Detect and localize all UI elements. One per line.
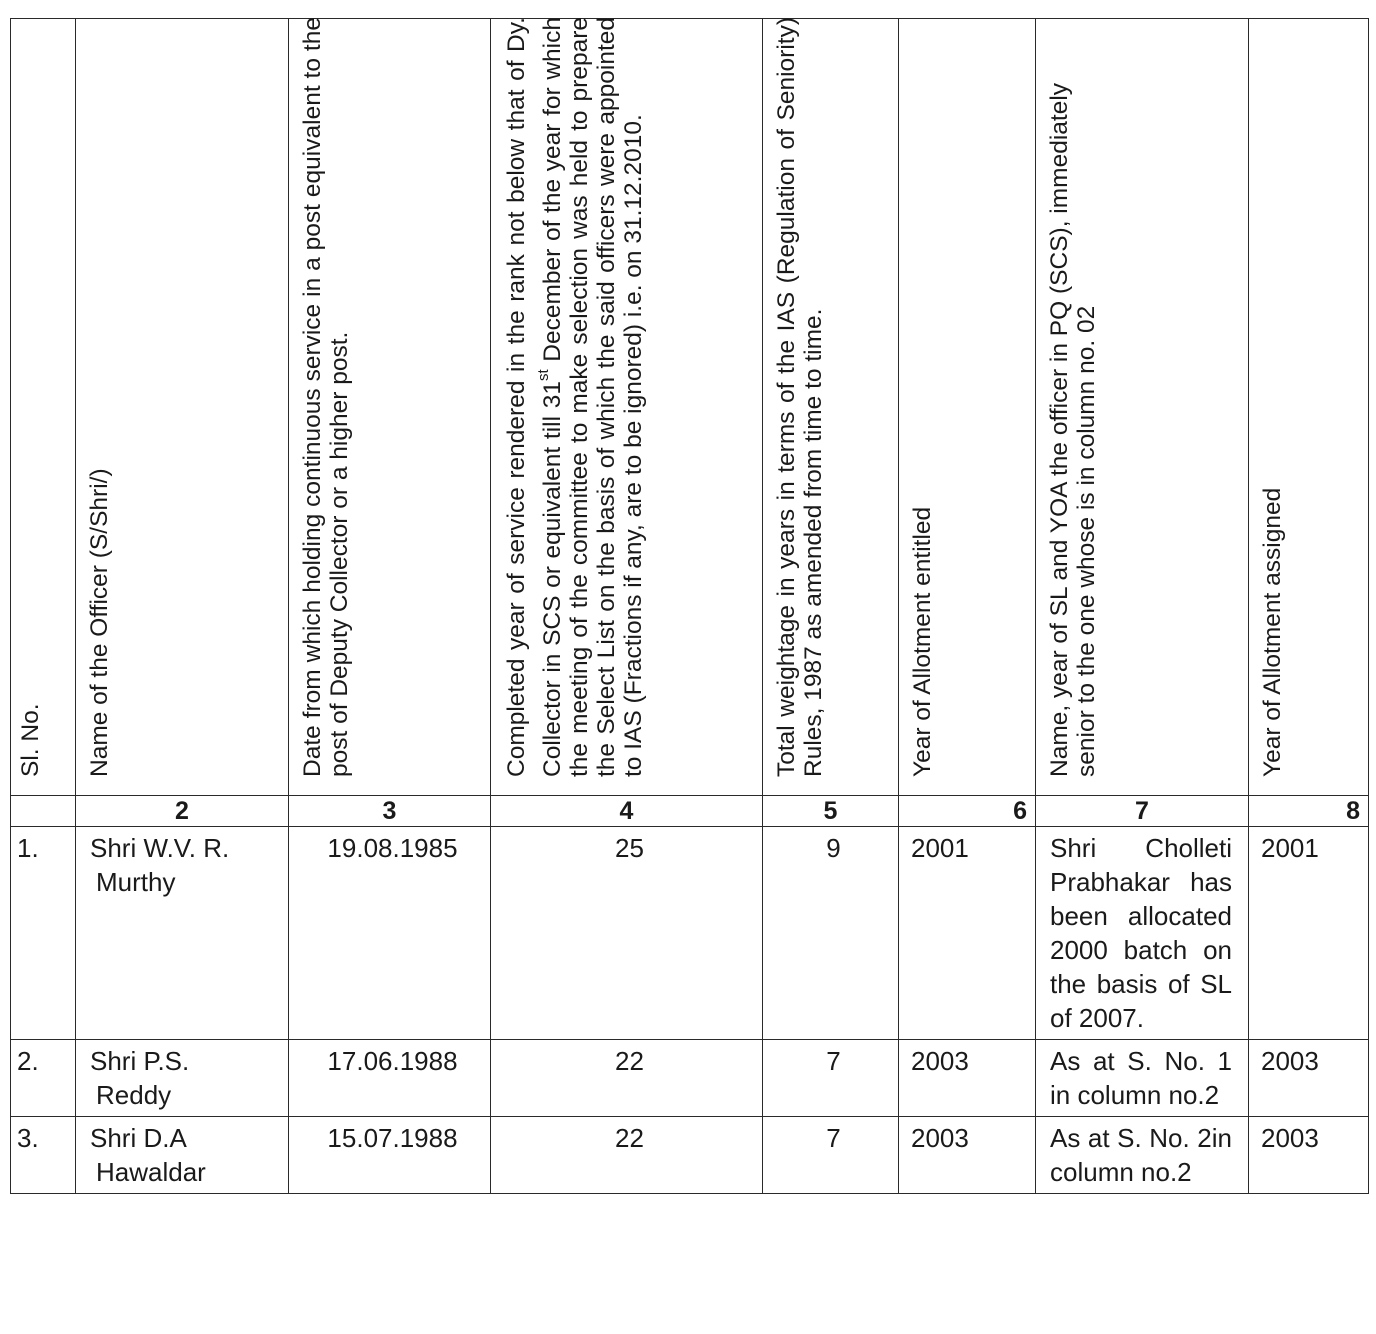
name-cell [76, 1117, 289, 1194]
column-number-row [11, 796, 1369, 827]
name-line: Shri D.A [90, 1123, 187, 1153]
header-officer-name: Name of the Officer (S/Shri/) [86, 468, 113, 777]
column-number: 6 [899, 796, 1036, 827]
yoa-entitled-cell: 2003 [899, 1040, 1036, 1117]
yoa-assigned-cell: 2001 [1249, 827, 1369, 1040]
yoa-assigned-cell: 2003 [1249, 1117, 1369, 1194]
name-cell [76, 827, 289, 1040]
yoa-entitled-cell: 2003 [899, 1117, 1036, 1194]
column-number: 7 [1036, 796, 1249, 827]
senior-cell: As at S. No. 2in column no.2 [1036, 1117, 1249, 1194]
name-line: Hawaldar [96, 1157, 206, 1187]
senior-cell: As at S. No. 1 in column no.2 [1036, 1040, 1249, 1117]
header-completed-years-text: Completed year of service rendered in the rank not below that of Dy. Collector in SCS or equivalent till 31 [503, 17, 567, 777]
header-row [11, 19, 1369, 796]
header-superscript: st [535, 369, 552, 382]
sl-cell: 1. [11, 827, 76, 1040]
column-number: 2 [76, 796, 289, 827]
header-weightage: Total weightage in years in terms of the IAS (Regulation of Seniority) Rules, 1987 as amended from time to time. [773, 17, 827, 777]
senior-cell: Shri Cholleti Prabhakar has been allocated 2000 batch on the basis of SL of 2007. [1036, 827, 1249, 1040]
weightage-cell: 7 [763, 1117, 899, 1194]
header-yoa-entitled: Year of Allotment entitled [909, 506, 936, 777]
header-cell [899, 19, 1036, 796]
name-line: Murthy [96, 867, 176, 897]
date-cell: 17.06.1988 [289, 1040, 491, 1117]
years-cell: 22 [491, 1117, 763, 1194]
sl-cell: 2. [11, 1040, 76, 1117]
header-cell [289, 19, 491, 796]
yoa-assigned-cell: 2003 [1249, 1040, 1369, 1117]
header-completed-years-text-2: December of the year for which the meeting of the committee to make selection was held to prepare the Select List on the basis of which the said officers were appointed to IAS (Fractions if any, are to be ignored) i.e. on 31.12.2010. [539, 17, 648, 777]
name-line: Reddy [96, 1080, 172, 1110]
header-cell [763, 19, 899, 796]
weightage-cell: 9 [763, 827, 899, 1040]
header-cell [11, 19, 76, 796]
header-service-date: Date from which holding continuous service in a post equivalent to the post of Deputy Collector or a higher post. [299, 17, 353, 777]
header-senior-officer: Name, year of SL and YOA the officer in PQ (SCS), immediately senior to the one whose is in column no. 02 [1046, 82, 1100, 777]
weightage-cell: 7 [763, 1040, 899, 1117]
table-row [11, 827, 1369, 1040]
header-cell [1249, 19, 1369, 796]
seniority-table [10, 18, 1369, 1194]
header-cell [491, 19, 763, 796]
column-number: 5 [763, 796, 899, 827]
column-number: 3 [289, 796, 491, 827]
column-number: 8 [1249, 796, 1369, 827]
years-cell: 25 [491, 827, 763, 1040]
name-cell [76, 1040, 289, 1117]
date-cell: 19.08.1985 [289, 827, 491, 1040]
table-row [11, 1040, 1369, 1117]
table-row [11, 1117, 1369, 1194]
header-yoa-assigned: Year of Allotment assigned [1259, 487, 1286, 777]
date-cell: 15.07.1988 [289, 1117, 491, 1194]
column-number-empty [11, 796, 76, 827]
name-line: Shri P.S. [90, 1046, 190, 1076]
header-completed-years [503, 17, 647, 777]
years-cell: 22 [491, 1040, 763, 1117]
header-cell [1036, 19, 1249, 796]
header-sl-no: Sl. No. [17, 703, 44, 777]
name-line: Shri W.V. R. [90, 833, 230, 863]
header-cell [76, 19, 289, 796]
column-number: 4 [491, 796, 763, 827]
sl-cell: 3. [11, 1117, 76, 1194]
yoa-entitled-cell: 2001 [899, 827, 1036, 1040]
